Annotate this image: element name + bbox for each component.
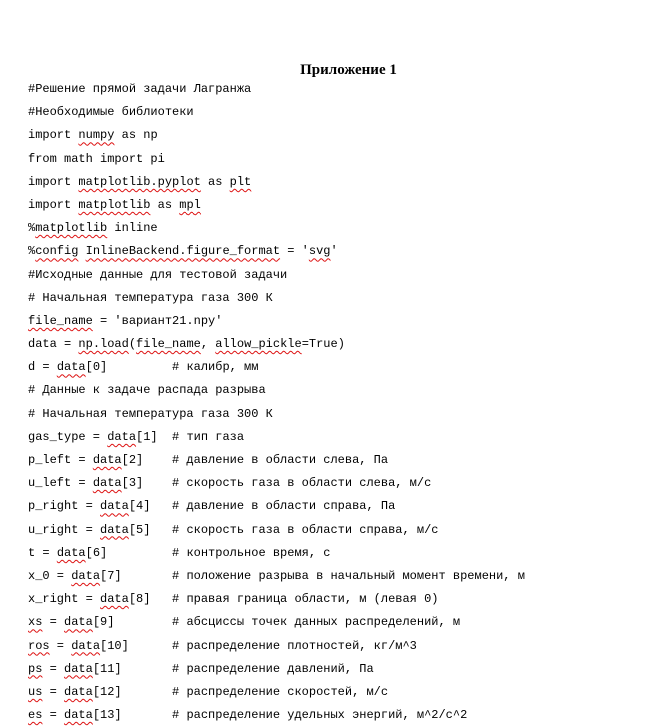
code-text: [13] # распределение удельных энергий, м^2/с^2 — [92, 708, 468, 723]
code-line — [28, 588, 525, 611]
code-text: = — [42, 708, 65, 723]
spellcheck-flagged-token: plt — [229, 174, 252, 189]
code-text: [10] # распределение плотностей, кг/м^3 — [100, 638, 417, 653]
code-text: from math import pi — [28, 151, 165, 166]
code-text: gas_type = — [28, 429, 108, 444]
code-listing — [28, 78, 525, 727]
code-text: [7] # положение разрыва в начальный момент времени, м — [100, 568, 525, 583]
spellcheck-flagged-token: mpl — [179, 197, 201, 212]
code-text: ' — [330, 244, 338, 259]
code-text: as np — [114, 128, 158, 143]
code-line — [28, 658, 525, 681]
code-line — [28, 101, 525, 124]
code-text: x_0 = — [28, 568, 72, 583]
code-text: = — [42, 684, 65, 699]
code-text: import — [28, 197, 79, 212]
code-text: d = — [28, 360, 57, 375]
code-text: u_left = — [28, 476, 93, 491]
code-line — [28, 356, 525, 379]
code-text: [5] # скорость газа в области справа, м/с — [128, 522, 439, 537]
code-line — [28, 519, 525, 542]
spellcheck-flagged-token: data — [100, 592, 129, 607]
code-line — [28, 310, 525, 333]
code-line — [28, 472, 525, 495]
spellcheck-flagged-token: np.load — [78, 337, 129, 352]
code-line — [28, 287, 525, 310]
code-text: , — [200, 337, 216, 352]
code-text: ( — [128, 337, 137, 352]
code-text: = — [42, 615, 65, 630]
code-line — [28, 403, 525, 426]
spellcheck-flagged-token: data — [100, 499, 129, 514]
code-text: = — [42, 661, 65, 676]
code-text: =True) — [301, 337, 345, 352]
code-text: # Данные к задаче распада разрыва — [28, 383, 266, 398]
spellcheck-flagged-token: data — [107, 429, 137, 444]
code-text: % — [28, 221, 36, 236]
code-text: #Исходные данные для тестовой задачи — [28, 267, 288, 282]
code-line — [28, 333, 525, 356]
spellcheck-flagged-token: allow_pickle — [215, 337, 302, 352]
code-text: p_right = — [28, 499, 101, 514]
spellcheck-flagged-token: matplotlib — [78, 197, 151, 212]
code-line — [28, 124, 525, 147]
spellcheck-flagged-token: data — [64, 708, 93, 723]
code-line — [28, 495, 525, 518]
code-text: [4] # давление в области справа, Па — [128, 499, 396, 514]
code-text: #Решение прямой задачи Лагранжа — [28, 82, 252, 96]
spellcheck-flagged-token: matplotlib — [35, 221, 108, 236]
code-line — [28, 194, 525, 217]
code-text: % — [28, 244, 36, 259]
code-text: x_right = — [28, 592, 101, 607]
spellcheck-flagged-token: data — [64, 684, 93, 699]
code-text: #Необходимые библиотеки — [28, 105, 194, 120]
code-text: [12] # распределение скоростей, м/с — [92, 684, 389, 699]
code-text: [3] # скорость газа в области слева, м/с — [121, 476, 432, 491]
code-text: = ' — [280, 244, 309, 259]
spellcheck-flagged-token: numpy — [78, 128, 115, 143]
spellcheck-flagged-token: config — [35, 244, 79, 259]
code-line — [28, 635, 525, 658]
code-line — [28, 217, 525, 240]
spellcheck-flagged-token: es — [28, 708, 43, 723]
spellcheck-flagged-token: matplotlib.pyplot — [78, 174, 201, 189]
code-line — [28, 704, 525, 727]
code-text: [11] # распределение давлений, Па — [92, 661, 374, 676]
code-text — [78, 244, 85, 258]
code-text: [2] # давление в области слева, Па — [121, 453, 389, 467]
spellcheck-flagged-token: file_name — [28, 313, 93, 328]
code-text: [1] # тип газа — [136, 429, 245, 444]
code-text: inline — [107, 221, 158, 236]
appendix-title: Приложение 1 — [300, 62, 397, 78]
spellcheck-flagged-token: file_name — [136, 337, 201, 352]
code-text: [9] # абсциссы точек данных распределений, м — [92, 615, 461, 630]
code-line — [28, 240, 525, 263]
spellcheck-flagged-token: data — [64, 615, 93, 630]
spellcheck-flagged-token: xs — [28, 615, 43, 630]
spellcheck-flagged-token: InlineBackend.figure_format — [85, 244, 281, 259]
code-line — [28, 264, 525, 287]
spellcheck-flagged-token: us — [28, 684, 43, 699]
code-text: as — [200, 174, 230, 189]
code-text: [6] # контрольное время, с — [85, 545, 331, 560]
spellcheck-flagged-token: ros — [28, 638, 50, 653]
code-text: = 'вариант21.npy' — [92, 313, 223, 328]
spellcheck-flagged-token: svg — [308, 244, 331, 259]
code-text: t = — [28, 545, 57, 560]
code-text: # Начальная температура газа 300 К — [28, 406, 273, 421]
code-line — [28, 449, 525, 472]
code-line — [28, 611, 525, 634]
code-line — [28, 542, 525, 565]
code-line — [28, 565, 525, 588]
code-text: data = — [28, 337, 79, 352]
spellcheck-flagged-token: ps — [28, 661, 43, 676]
code-text: # Начальная температура газа 300 К — [28, 290, 273, 305]
code-line — [28, 171, 525, 194]
code-text: u_right = — [28, 522, 101, 537]
code-text: [0] # калибр, мм — [85, 360, 259, 375]
spellcheck-flagged-token: data — [64, 661, 93, 676]
spellcheck-flagged-token: data — [56, 545, 86, 560]
code-text: = — [49, 638, 72, 653]
spellcheck-flagged-token: data — [92, 453, 122, 467]
spellcheck-flagged-token: data — [56, 360, 86, 375]
code-text: as — [150, 197, 180, 212]
code-text: [8] # правая граница области, м (левая 0) — [128, 592, 439, 607]
spellcheck-flagged-token: data — [71, 568, 101, 583]
code-line — [28, 681, 525, 704]
code-line — [28, 426, 525, 449]
spellcheck-flagged-token: data — [100, 522, 129, 537]
code-text: import — [28, 174, 79, 189]
code-line — [28, 379, 525, 402]
spellcheck-flagged-token: data — [92, 476, 122, 491]
code-text: import — [28, 128, 79, 143]
spellcheck-flagged-token: data — [71, 638, 101, 653]
code-text: p_left = — [28, 453, 93, 467]
code-line — [28, 148, 525, 171]
code-line — [28, 78, 525, 101]
